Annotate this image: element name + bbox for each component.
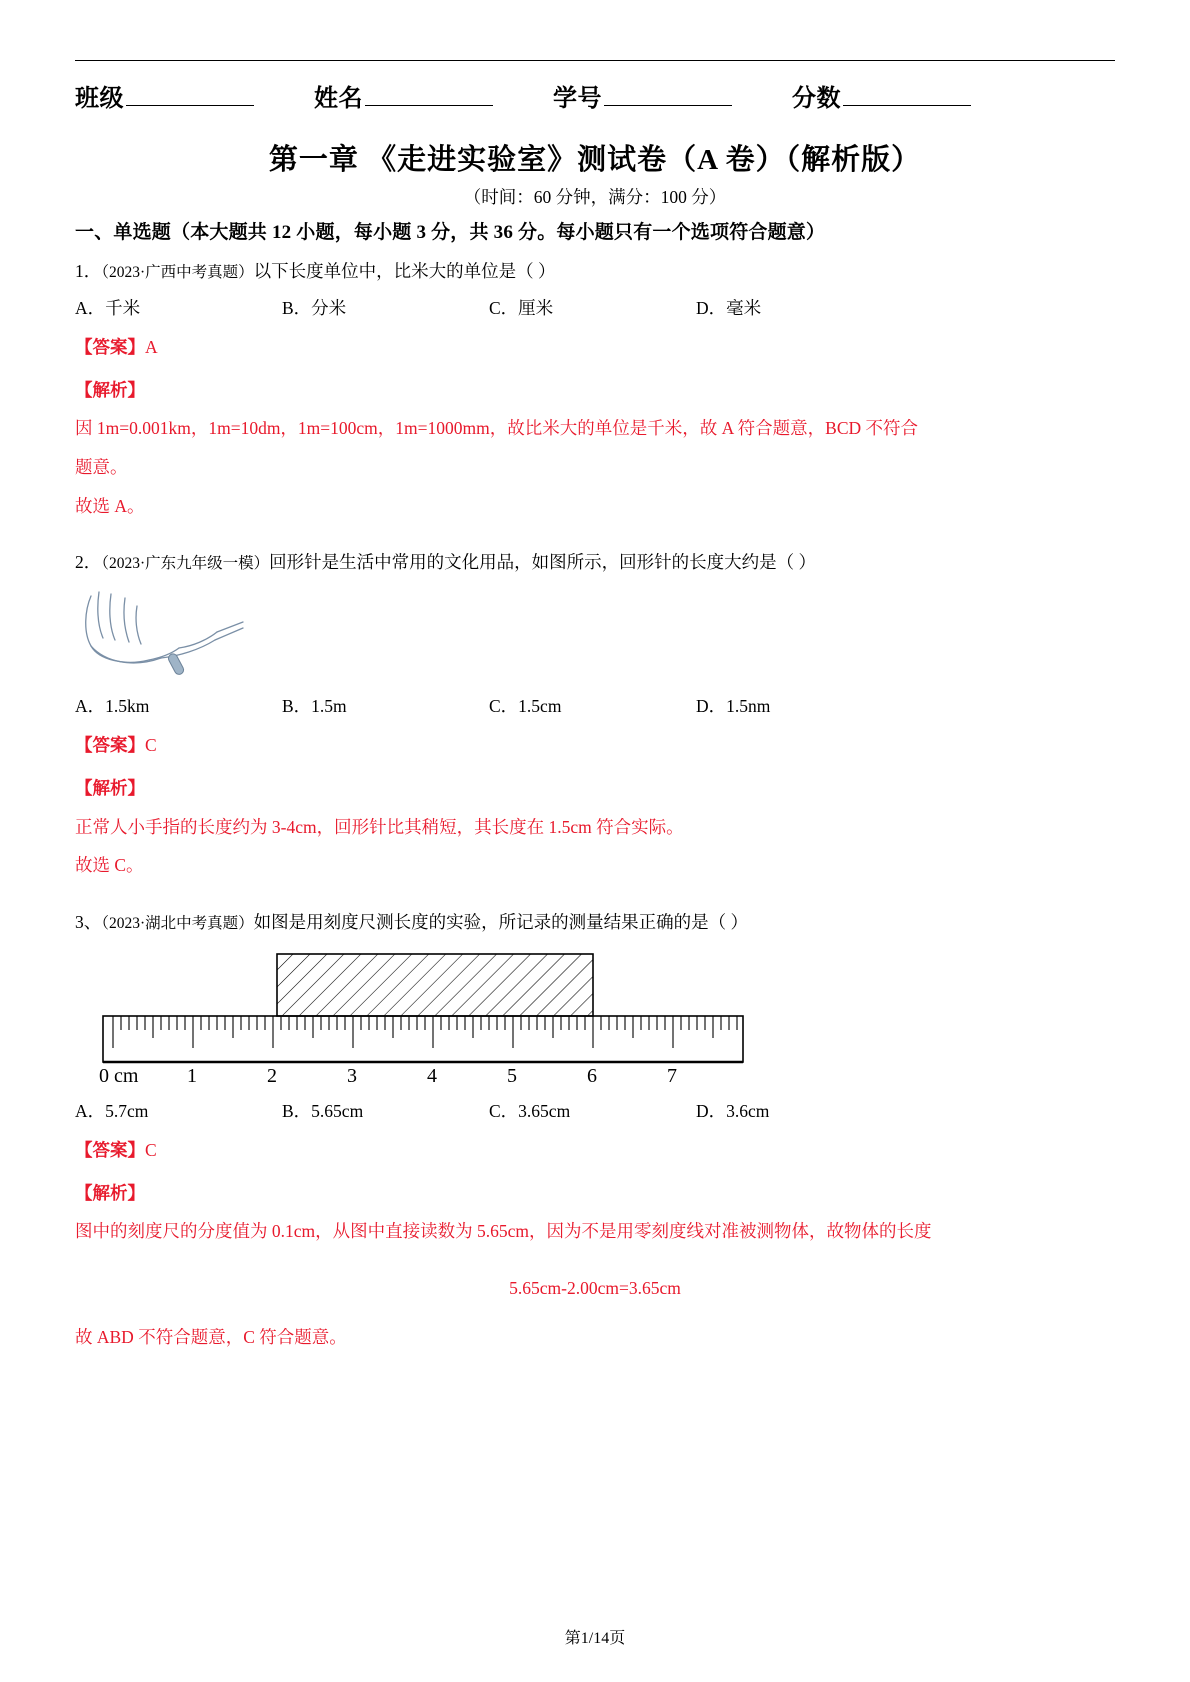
- question-3-formula: 5.65cm-2.00cm=3.65cm: [509, 1277, 681, 1298]
- question-2-final: 故选 C。: [75, 855, 144, 876]
- question-2: [75, 549, 1115, 881]
- question-3-number: 3、: [75, 911, 102, 932]
- field-class-blank[interactable]: [126, 83, 254, 106]
- question-2-answer: [75, 730, 1115, 761]
- ruler-tick-6: 6: [587, 1065, 597, 1087]
- question-3-option-c[interactable]: C．3.65cm: [489, 1101, 571, 1121]
- question-2-options: [75, 693, 1115, 718]
- question-2-number: 2．: [75, 552, 102, 573]
- question-1-final: 故选 A。: [75, 495, 145, 516]
- question-1-option-a[interactable]: A．千米: [75, 298, 141, 319]
- question-2-solution-label: 【解析】: [75, 778, 145, 798]
- question-3-final: 故 ABD 不符合题意，C 符合题意。: [75, 1326, 347, 1347]
- page-footer: 第1/14页: [564, 1630, 626, 1647]
- question-2-option-b[interactable]: B．1.5m: [282, 696, 347, 717]
- field-score-blank[interactable]: [843, 83, 971, 106]
- page-title: 第一章 《走进实验室》测试卷（A 卷）（解析版）: [268, 144, 922, 176]
- question-1: [75, 258, 1115, 521]
- question-1-answer-label: 【答案】: [75, 337, 145, 358]
- section-heading: 一、单选题（本大题共 12 小题，每小题 3 分，共 36 分。每小题只有一个选项符合题意）: [75, 222, 826, 243]
- question-1-options: [75, 295, 1115, 320]
- question-3-figure-ruler: [95, 948, 1115, 1088]
- ruler-tick-7: 7: [667, 1065, 677, 1087]
- question-3: [75, 909, 1115, 1352]
- question-2-stem: [75, 549, 1115, 576]
- question-1-stem: [75, 258, 1115, 285]
- exam-subtitle: （时间：60 分钟，满分：100 分）: [463, 187, 727, 207]
- student-info-line: [75, 78, 1115, 113]
- question-1-solution-line-1: 因 1m=0.001km，1m=10dm，1m=100cm，1m=1000mm，故比米大的单位是千米，故 A 符合题意，BCD 不符合: [75, 418, 919, 439]
- question-3-answer-value: C: [145, 1140, 157, 1160]
- question-1-solution-line-2: 题意。: [75, 457, 128, 477]
- question-2-figure-hand-paperclip: [75, 588, 1115, 683]
- question-3-options: [75, 1098, 1115, 1123]
- question-2-option-a[interactable]: A．1.5km: [75, 696, 150, 717]
- ruler-tick-0: 0 cm: [99, 1065, 139, 1087]
- question-2-answer-label: 【答案】: [75, 735, 145, 756]
- question-1-option-b[interactable]: B．分米: [282, 298, 347, 319]
- question-1-option-d[interactable]: D．毫米: [696, 298, 762, 319]
- field-class: [75, 78, 254, 113]
- question-2-option-d[interactable]: D．1.5nm: [696, 696, 771, 717]
- ruler-tick-3: 3: [347, 1065, 357, 1087]
- field-studentid-label: 学号: [553, 86, 602, 112]
- field-name-label: 姓名: [314, 86, 363, 112]
- ruler-tick-2: 2: [267, 1065, 277, 1087]
- ruler-tick-5: 5: [507, 1065, 517, 1087]
- question-2-text: 回形针是生活中常用的文化用品，如图所示，回形针的长度大约是（ ）: [269, 552, 817, 573]
- question-3-answer: [75, 1135, 1115, 1166]
- question-1-answer: [75, 332, 1115, 363]
- question-2-option-c[interactable]: C．1.5cm: [489, 696, 562, 717]
- field-class-label: 班级: [75, 86, 124, 112]
- question-1-option-c[interactable]: C．厘米: [489, 298, 554, 319]
- question-3-option-a[interactable]: A．5.7cm: [75, 1101, 149, 1121]
- field-name-blank[interactable]: [365, 83, 493, 106]
- question-1-source: （2023·广西中考真题）: [101, 264, 254, 281]
- page-content: [75, 0, 1115, 1352]
- question-2-answer-value: C: [145, 735, 157, 756]
- question-3-source: （2023·湖北中考真题）: [101, 914, 254, 932]
- question-3-solution-line-1: 图中的刻度尺的分度值为 0.1cm，从图中直接读数为 5.65cm，因为不是用零刻度线对准被测物体，故物体的长度: [75, 1221, 932, 1242]
- question-1-text: 以下长度单位中，比米大的单位是（ ）: [253, 261, 556, 281]
- question-3-text: 如图是用刻度尺测长度的实验，所记录的测量结果正确的是（ ）: [253, 911, 749, 932]
- field-studentid: [553, 78, 732, 113]
- ruler-tick-1: 1: [187, 1065, 197, 1087]
- question-2-source: （2023·广东九年级一模）: [101, 555, 270, 573]
- question-1-solution-label: 【解析】: [75, 379, 145, 400]
- question-3-answer-label: 【答案】: [75, 1140, 145, 1160]
- question-3-solution-label: 【解析】: [75, 1182, 145, 1203]
- field-studentid-blank[interactable]: [604, 83, 732, 106]
- field-name: [314, 78, 493, 113]
- question-2-solution-line-1: 正常人小手指的长度约为 3-4cm，回形针比其稍短，其长度在 1.5cm 符合实际。: [75, 816, 684, 837]
- question-1-number: 1．: [75, 261, 102, 281]
- question-3-option-d[interactable]: D．3.6cm: [696, 1101, 770, 1121]
- question-1-answer-value: A: [145, 337, 158, 358]
- ruler-tick-4: 4: [427, 1065, 437, 1087]
- field-score-label: 分数: [792, 86, 841, 112]
- field-score: [792, 78, 971, 113]
- question-3-option-b[interactable]: B．5.65cm: [282, 1101, 364, 1121]
- question-3-stem: [75, 909, 1115, 936]
- header-rule: [75, 60, 1115, 61]
